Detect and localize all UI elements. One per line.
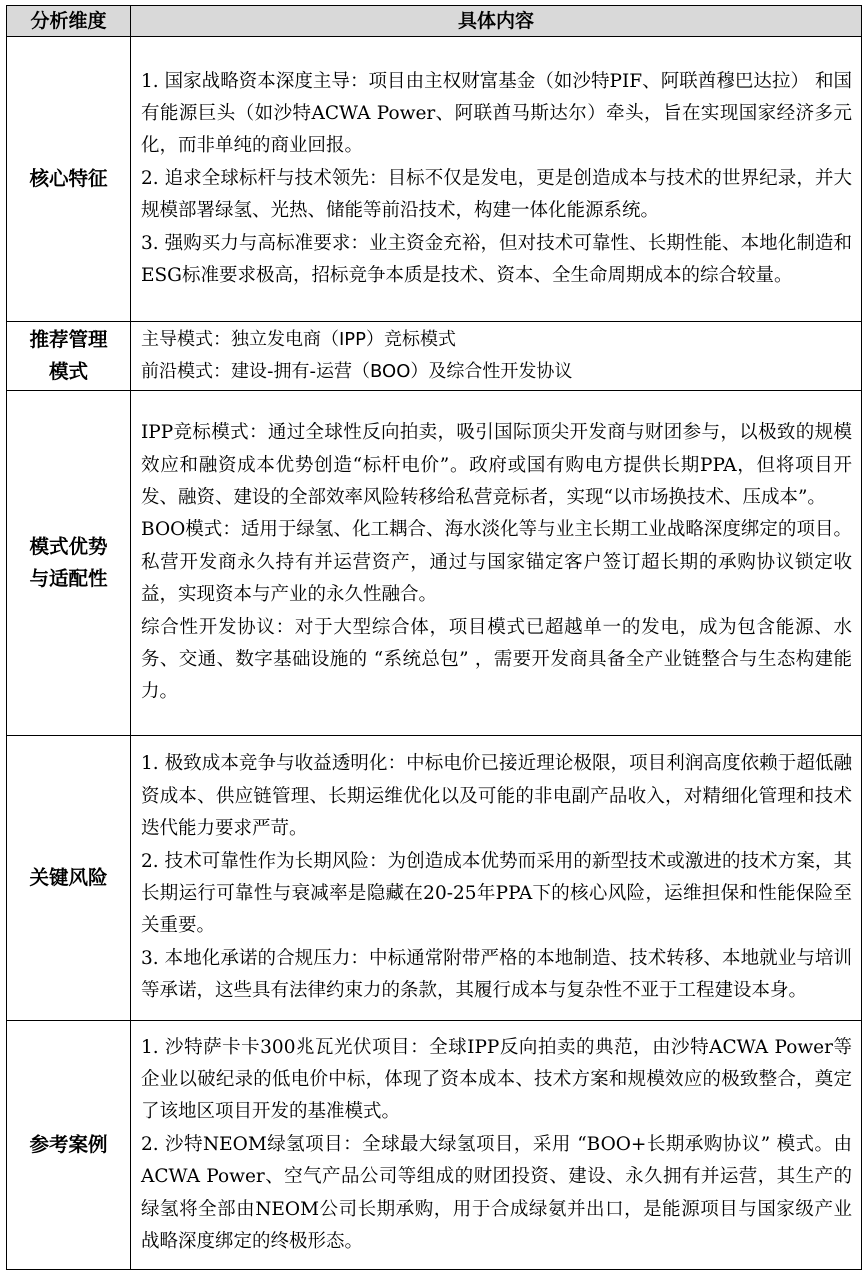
label-line: 与适配性 (29, 567, 108, 590)
row-content-management-mode (131, 322, 862, 391)
paragraph: 2. 技术可靠性作为长期风险：为创造成本优势而采用的新型技术或激进的技术方案，其长期运行可靠性与衰减率是隐藏在20-25年PPA下的核心风险，运维担保和性能保险至关重要。 (141, 850, 852, 937)
paragraph: BOO模式：适用于绿氢、化工耦合、海水淡化等与业主长期工业战略深度绑定的项目。私营开发商永久持有并运营资产，通过与国家锚定客户签订超长期的承购协议锁定收益，实现资本与产业的永久性融合。 (141, 519, 852, 606)
row-content-mode-advantages (131, 391, 862, 736)
paragraph: 2. 追求全球标杆与技术领先：目标不仅是发电，更是创造成本与技术的世界纪录，并大规模部署绿氢、光热、储能等前沿技术，构建一体化能源系统。 (141, 167, 852, 222)
paragraph: 1. 沙特萨卡卡300兆瓦光伏项目：全球IPP反向拍卖的典范，由沙特ACWA Power等企业以破纪录的低电价中标，体现了资本成本、技术方案和规模效应的极致整合，奠定了该地区项目开发的基准模式。 (141, 1036, 852, 1123)
label-line: 推荐管理 (29, 328, 108, 351)
row-content-core-features (131, 37, 862, 322)
header-dimension: 分析维度 (7, 6, 131, 37)
paragraph: 主导模式：独立发电商（IPP）竞标模式 (141, 329, 457, 350)
paragraph: 前沿模式：建设-拥有-运营（BOO）及综合性开发协议 (141, 361, 573, 382)
table-row-management-mode (7, 322, 862, 391)
row-label-key-risks: 关键风险 (7, 736, 131, 1021)
paragraph: 1. 极致成本竞争与收益透明化：中标电价已接近理论极限，项目利润高度依赖于超低融资成本、供应链管理、长期运维优化以及可能的非电副产品收入，对精细化管理和技术迭代能力要求严苛。 (141, 753, 852, 840)
row-label-mode-advantages (7, 391, 131, 736)
header-row (7, 6, 862, 37)
paragraph: 综合性开发协议：对于大型综合体，项目模式已超越单一的发电，成为包含能源、水务、交通、数字基础设施的 “系统总包” ，需要开发商具备全产业链整合与生态构建能力。 (141, 616, 852, 703)
table-row-core-features (7, 37, 862, 322)
table-row-reference-cases (7, 1021, 862, 1270)
paragraph: 3. 本地化承诺的合规压力：中标通常附带严格的本地制造、技术转移、本地就业与培训等承诺，这些具有法律约束力的条款，其履行成本与复杂性不亚于工程建设本身。 (141, 947, 852, 1002)
label-line: 模式 (48, 360, 88, 383)
paragraph: IPP竞标模式：通过全球性反向拍卖，吸引国际顶尖开发商与财团参与，以极致的规模效应和融资成本优势创造“标杆电价”。政府或国有购电方提供长期PPA，但将项目开发、融资、建设的全部效率风险转移给私营竞标者，实现“以市场换技术、压成本”。 (141, 422, 852, 508)
table-row-mode-advantages (7, 391, 862, 736)
header-content: 具体内容 (131, 6, 862, 37)
row-content-reference-cases (131, 1021, 862, 1270)
table-row-key-risks (7, 736, 862, 1021)
row-label-reference-cases: 参考案例 (7, 1021, 131, 1270)
row-label-core-features: 核心特征 (7, 37, 131, 322)
paragraph: 2. 沙特NEOM绿氢项目：全球最大绿氢项目，采用 “BOO+长期承购协议” 模式。由ACWA Power、空气产品公司等组成的财团投资、建设、永久拥有并运营，其生产的绿氢将全部由NEOM公司长期承购，用于合成绿氨并出口，是能源项目与国家级产业战略深度绑定的终极形态。 (141, 1133, 852, 1253)
row-content-key-risks (131, 736, 862, 1021)
paragraph: 1. 国家战略资本深度主导：项目由主权财富基金（如沙特PIF、阿联酋穆巴达拉） 和国有能源巨头（如沙特ACWA Power、阿联酋马斯达尔）牵头，旨在实现国家经济多元化，而非单纯的商业回报。 (141, 70, 852, 157)
row-label-management-mode (7, 322, 131, 391)
paragraph: 3. 强购买力与高标准要求：业主资金充裕，但对技术可靠性、长期性能、本地化制造和ESG标准要求极高，招标竞争本质是技术、资本、全生命周期成本的综合较量。 (141, 232, 852, 287)
analysis-table (6, 5, 862, 1270)
label-line: 模式优势 (29, 535, 108, 558)
